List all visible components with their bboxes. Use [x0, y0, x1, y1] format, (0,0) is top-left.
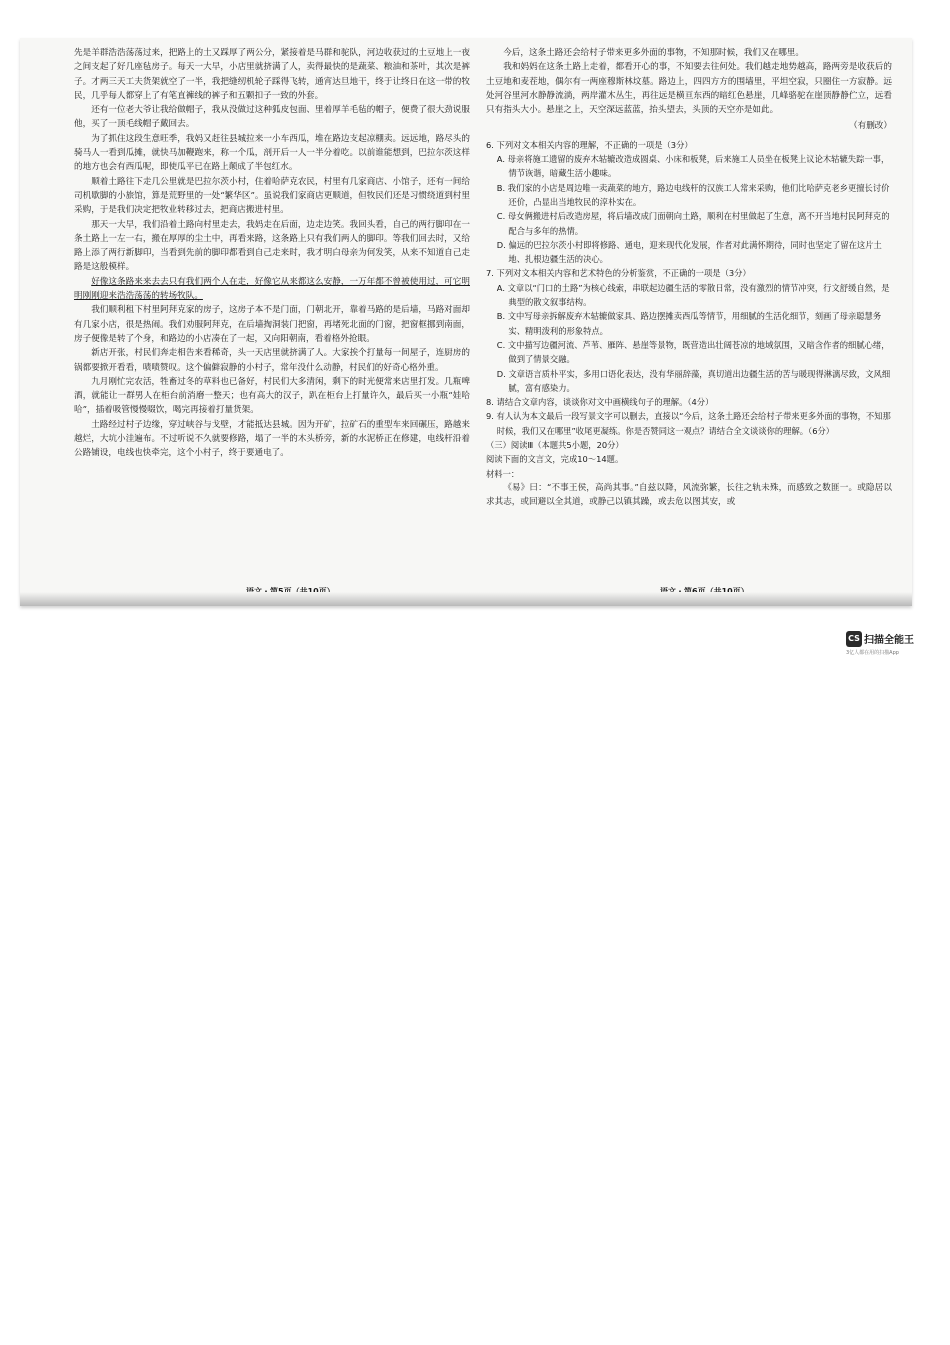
question-6-stem: 6. 下列对文本相关内容的理解，不正确的一项是（3分）: [486, 139, 693, 150]
body-paragraph: 顺着土路往下走几公里就是巴拉尔茨小村，住着哈萨克农民，村里有几家商店、小馆子，还有一间给司机歇脚的小旅馆，算是荒野里的一处“繁华区”。虽说我们家商店更顺道，但牧民们还是习惯绕道到村里采购，于是我们决定把牧业转移过去，把商店搬进村里。: [74, 176, 470, 216]
question-7-option-a: A. 文章以“门口的土路”为核心线索，串联起边疆生活的零散日常，没有激烈的情节冲突，行文舒缓自然，是典型的散文叙事结构。: [496, 282, 890, 308]
question-8-stem: 8. 请结合文章内容，谈谈你对文中画横线句子的理解。（4分）: [486, 397, 714, 408]
section-instruction: 阅读下面的文言文，完成10～14题。: [486, 454, 624, 465]
body-paragraph: 先是羊群浩浩荡荡过来，把路上的土又踩厚了两公分，紧接着是马群和驼队，河边收获过的土豆地上一夜之间支起了好几座毡房子。每天一大早，小店里就挤满了人，卖得最快的是蔬菜、粮油和茶叶，其次是裤子。才两三天工夫货架就空了一半，我把缝纫机轮子踩得飞转，通宵达旦地干，终于让终日在这一带的牧民，几乎每人都穿上了有笔直褲线的裤子和五颗扣子一致的外套。: [74, 48, 470, 101]
question-9-stem: 9. 有人认为本文最后一段写景文字可以删去，直接以“今后，这条土路还会给村子带来更多外面的事物，不知那时候，我们又在哪里”收尾更凝练。你是否赞同这一观点？请结合全文谈谈你的理解。（6分）: [486, 411, 891, 436]
question-7-option-b: B. 文中写母亲拆解废弃木轱辘做家具、路边摆摊卖西瓜等情节，用细腻的生活化细节，刻画了母亲聪慧务实、精明泼利的形象特点。: [496, 311, 882, 336]
body-paragraph: 九月刚忙完农活，牲畜过冬的草料也已备好，村民们大多清闲，剩下的时光便常来店里打发。几瓶啤酒，就能让一群男人在柜台前消磨一整天；也有高大的汉子，趴在柜台上打量许久，最后买一小瓶“娃哈哈”，插着吸管慢慢啜饮，喝完再接着打量货架。: [74, 376, 470, 416]
question-6-option-d: D. 偏远的巴拉尔茨小村即将修路、通电，迎来现代化发展，作者对此满怀期待，同时也坚定了留在这片土地、扎根边疆生活的决心。: [496, 239, 882, 265]
watermark-subtitle: 3亿人都在用的扫描App: [846, 650, 899, 656]
scan-edge-shadow: [20, 592, 912, 606]
page-6-column: [486, 46, 892, 580]
question-6-option-a: A. 母亲将施工遗留的废弃木轱辘改造成圆桌、小床和板凳，后来施工人员坐在板凳上议论木轱辘失踪一事，情节诙谐，暗藏生活小趣味。: [496, 154, 890, 179]
cs-logo-icon: CS: [846, 631, 862, 647]
scanner-watermark: [846, 628, 946, 656]
body-paragraph: 今后，这条土路还会给村子带来更多外面的事物，不知那时候，我们又在哪里。: [503, 48, 804, 58]
body-paragraph: 我们顺利租下村里阿拜克家的房子，这房子本不是门面，门朝北开，靠着马路的是后墙，马路对面却有几家小店，很是热闹。我们劝服阿拜克，在后墙掏洞装门把窗，再堵死北面的门窗，把窗框挪到南面，房子便像是转了个身，和路边的小店凑在了一起，又向阳朝南，看着格外抢眼。: [74, 305, 470, 344]
body-paragraph: 土路经过村子边缘，穿过峡谷与戈壁，才能抵达县城。因为开矿，拉矿石的重型车来回碾压，路越来越烂，大坑小洼遍布。不过听说不久就要修路，塌了一半的木头桥旁，新的水泥桥正在修建，电线杆沿着公路铺设，电线也快牵完，这个小村子，终于要通电了。: [74, 419, 470, 459]
underlined-sentence: 好像这条路来来去去只有我们两个人在走，好像它从来都这么安静，一万年都不曾被使用过，可它明明刚刚迎来浩浩荡荡的转场牧队。: [74, 276, 470, 302]
material-text: 《易》曰：“不事王侯，高尚其事。”自兹以降，风流弥繁，长往之轨未殊，而感致之数匪一。或隐居以求其志，或回避以全其道，或静己以镇其躁，或去危以图其安，或: [486, 482, 892, 508]
source-note: （有删改）: [849, 121, 892, 132]
question-6-option-c: C. 母女俩搬进村后改造房屋，将后墙改成门面朝向土路，顺利在村里做起了生意，离不开当地村民阿拜克的配合与多年的热情。: [496, 211, 890, 236]
scanned-exam-spread: [20, 38, 912, 606]
section-title: （三）阅读Ⅲ（本题共5小题，20分）: [486, 440, 624, 451]
question-7-option-c: C. 文中描写边疆河流、芦苇、雁阵、悬崖等景物，既营造出壮阔苍凉的地域氛围，又暗含作者的细腻心绪，做到了情景交融。: [496, 339, 890, 365]
question-7-stem: 7. 下列对文本相关内容和艺术特色的分析鉴赏，不正确的一项是（3分）: [486, 268, 751, 279]
question-7-option-d: D. 文章语言质朴平实，多用口语化表达，没有华丽辞藻，真切道出边疆生活的苦与暖现得淋漓尽致，文风细腻，富有感染力。: [496, 368, 891, 393]
page-5-column: [74, 46, 470, 580]
material-label: 材料一：: [486, 468, 520, 479]
watermark-name: 扫描全能王: [864, 635, 914, 646]
question-6-option-b: B. 我们家的小店是周边唯一卖蔬菜的地方，路边电线杆的汉族工人常来采购，他们比哈萨克老乡更擅长讨价还价，凸显出当地牧民的淳朴实在。: [496, 182, 890, 207]
body-paragraph: 为了抓住这段生意旺季，我妈又赶往县城拉来一小车西瓜，堆在路边支起凉棚卖。远远地，路尽头的骑马人一看到瓜摊，就快马加鞭跑来，称一个瓜，剖开后一人一半分着吃。以前谁能想到，巴拉尔茨这样的地方也会有西瓜呢，即使瓜平已在路上颠成了半包红水。: [74, 133, 470, 173]
body-paragraph: 还有一位老大爷让我给做帽子，我从没做过这种狐皮包面、里着厚羊毛毡的帽子，便费了很大劲说服他，买了一顶毛线帽子戴回去。: [74, 105, 470, 130]
body-paragraph: 我和妈妈在这条土路上走着，都看开心的事，不知要去往何处。我们越走地势越高，路两旁是收获后的土豆地和麦茬地，偶尔有一两座穆斯林坟墓。路边上，四四方方的围墙里，平坦空寂，只圈住一方寂静。远处河谷里河水静静流淌，两岸灌木丛生，再往远是横亘东西的暗红色悬崖，几峰骆驼在崖顶静静伫立，远看只有指头大小。悬崖之上，天空深远蓝蓝，抬头望去，头顶的天空亦是如此。: [486, 62, 892, 116]
body-paragraph: 那天一大早，我们沿着土路向村里走去，我妈走在后面，边走边笑。我回头看，自己的两行脚印在一条土路上一左一右，搬在厚厚的尘土中，再看来路，这条路上只有我们两人的脚印。等我们回去时，又给路上添了两行新脚印，当看到先前的脚印都看到自己走来时，我才明白母亲为何发笑，从来不知道自己走路是这般模样。: [74, 219, 470, 273]
body-paragraph: 新店开张，村民们奔走相告来看稀奇，头一天店里就挤满了人。大家挨个打量每一间屋子，连厨房的锅都要掀开看看，啧啧赞叹。这个偏僻寂静的小村子，常年没什么动静，村民们的好奇心格外重。: [74, 348, 470, 373]
